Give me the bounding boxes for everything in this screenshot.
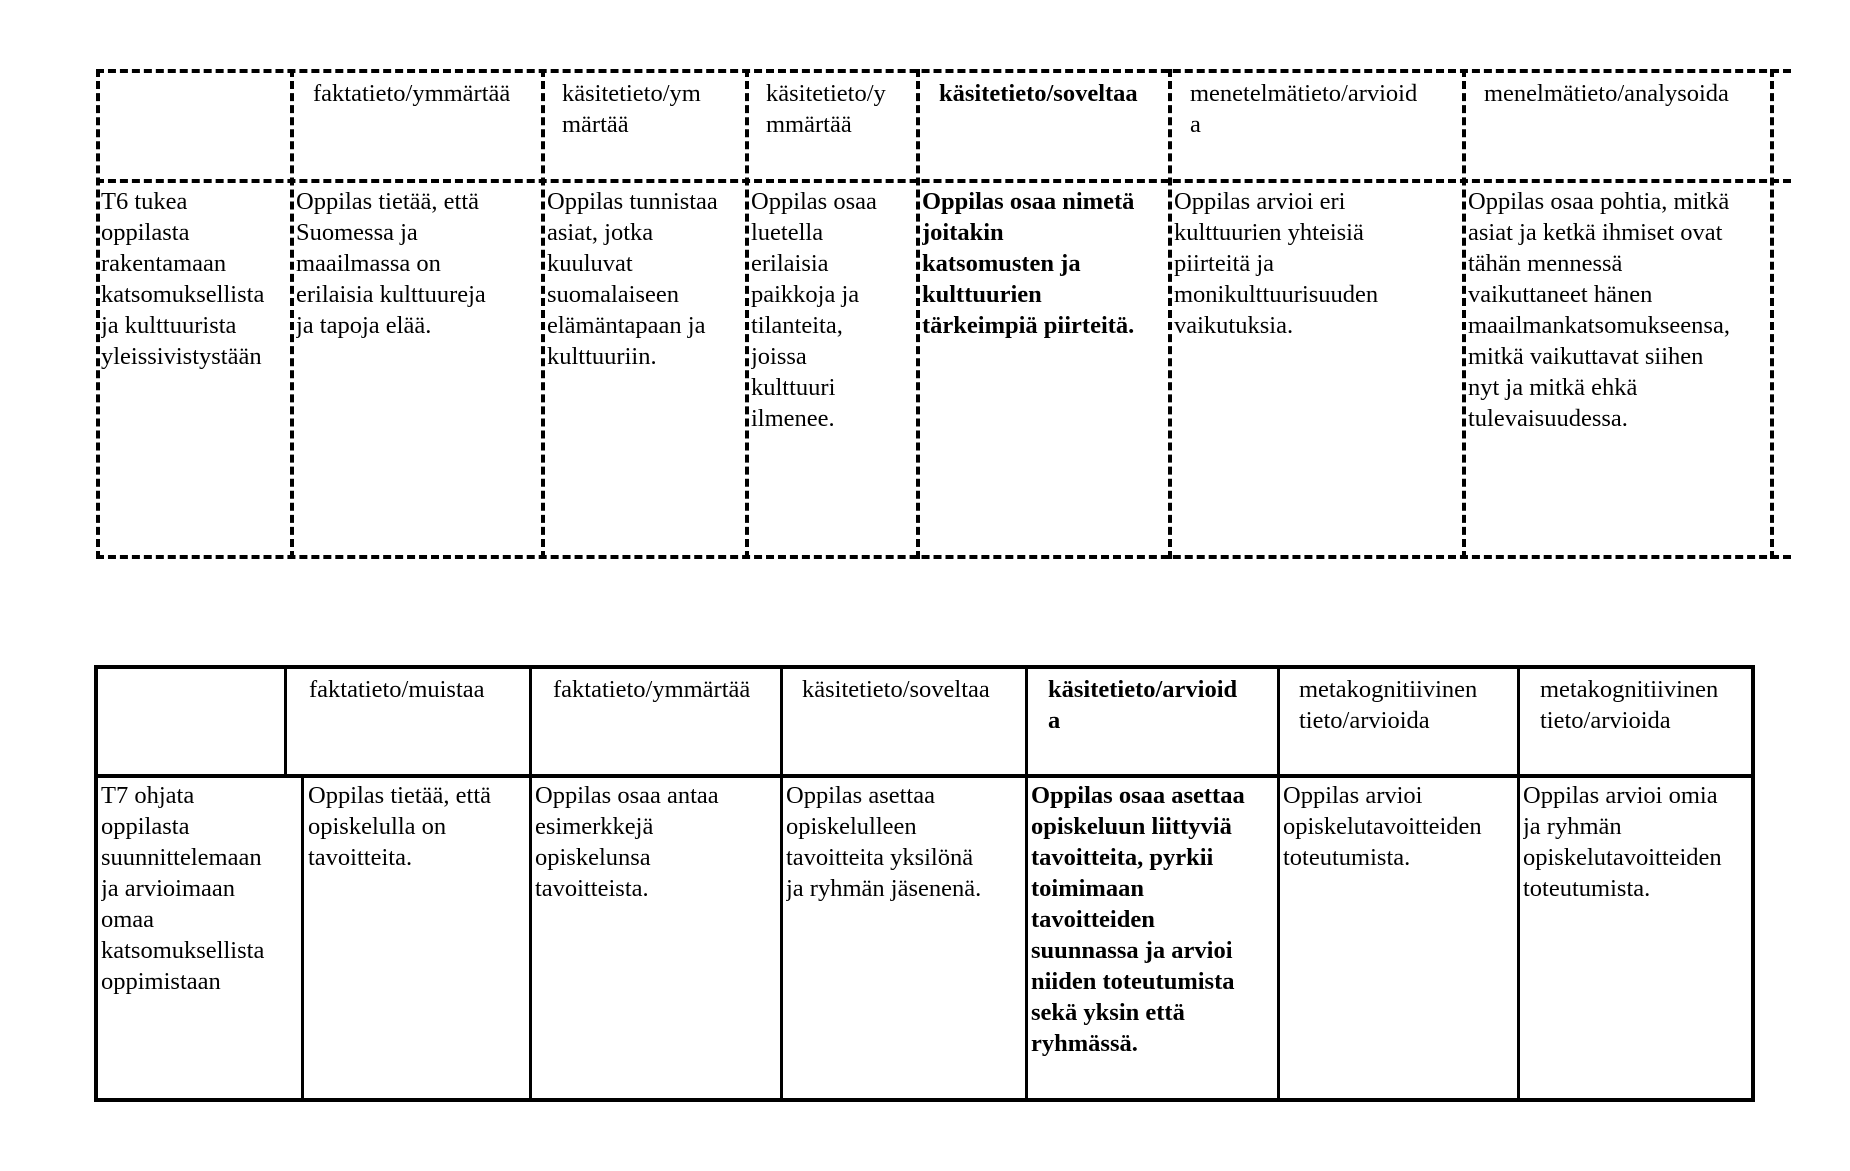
table-t7-header-cell (101, 670, 281, 674)
table-t7-header-cell: metakognitiivinen tieto/arvioida (1540, 676, 1719, 734)
table-t6-header-cell: faktatieto/ymmärtää (313, 80, 511, 107)
table-t7-body-cell: Oppilas arvioi opiskelutavoitteiden toteutumista. (1283, 782, 1482, 871)
table-t7-col-line (1517, 665, 1520, 1102)
table-t7-col-line (284, 665, 287, 776)
table-t6-col-line (1770, 69, 1774, 559)
table-t7-col-line (94, 665, 98, 1102)
table-t6-body-cell: Oppilas arvioi eri kulttuurien yhteisiä piirteitä ja monikulttuurisuuden vaikutuksia. (1174, 188, 1379, 339)
table-t7-col-line (780, 665, 783, 1102)
table-t6-header-cell: käsitetieto/y mmärtää (766, 80, 886, 138)
table-t7-border-top (94, 665, 1755, 669)
table-t6-body-cell: Oppilas osaa luetella erilaisia paikkoja ja tilanteita, joissa kulttuuri ilmenee. (751, 188, 877, 432)
table-t7-header-cell: faktatieto/muistaa (309, 676, 485, 703)
table-t7-body-cell: Oppilas asettaa opiskelulleen tavoitteita yksilönä ja ryhmän jäsenenä. (786, 782, 982, 902)
table-t7-col-line (529, 665, 532, 1102)
table-t7-body-cell: Oppilas osaa antaa esimerkkejä opiskelunsa tavoitteista. (535, 782, 719, 902)
table-t7-body-cell: Oppilas osaa asettaa opiskeluun liittyviä tavoitteita, pyrkii toimimaan tavoitteiden suunnassa ja arvioi niiden toteutumista sekä yksin että ryhmässä. (1031, 782, 1245, 1057)
table-t7-header-cell: käsitetieto/soveltaa (802, 676, 990, 703)
table-t7-col-line (1025, 665, 1028, 1102)
table-t6-col-line (96, 69, 100, 559)
table-t7-header-cell: metakognitiivinen tieto/arvioida (1299, 676, 1478, 734)
table-t6-header-cell: menelmätieto/analysoida (1484, 80, 1729, 107)
table-t6-header-cell: menetelmätieto/arvioid a (1190, 80, 1418, 138)
table-t6-body-cell: Oppilas tunnistaa asiat, jotka kuuluvat suomalaiseen elämäntapaan ja kulttuuriin. (547, 188, 718, 370)
table-t6-border-bottom (96, 555, 1791, 559)
table-t7-header-cell: käsitetieto/arvioid a (1048, 676, 1238, 734)
table-t6-body-cell: Oppilas osaa nimetä joitakin katsomusten ja kulttuurien tärkeimpiä piirteitä. (922, 188, 1135, 339)
table-t6-body-cell: Oppilas tietää, että Suomessa ja maailmassa on erilaisia kulttuureja ja tapoja elää. (296, 188, 486, 339)
table-t7-col-line (1751, 665, 1755, 1102)
table-t7-border-mid (94, 774, 1755, 778)
table-t6-header-cell (103, 74, 288, 78)
table-t7-body-cell: Oppilas arvioi omia ja ryhmän opiskelutavoitteiden toteutumista. (1523, 782, 1722, 902)
table-t6-border-mid (96, 179, 1791, 183)
table-t6-header-cell: käsitetieto/soveltaa (939, 80, 1138, 107)
table-t6-body-cell: T6 tukea oppilasta rakentamaan katsomuksellista ja kulttuurista yleissivistystään (101, 188, 265, 370)
table-t7-border-bottom (94, 1098, 1755, 1102)
table-t6-header-cell: käsitetieto/ym märtää (562, 80, 701, 138)
table-t7-header-cell: faktatieto/ymmärtää (553, 676, 751, 703)
table-t7-body-cell: Oppilas tietää, että opiskelulla on tavoitteita. (308, 782, 491, 871)
table-t6-border-top (96, 69, 1791, 73)
table-t7-body-cell: T7 ohjata oppilasta suunnittelemaan ja arvioimaan omaa katsomuksellista oppimistaan (101, 782, 265, 995)
table-t7-col-line (301, 776, 304, 1101)
table-t7-col-line (1277, 665, 1280, 1102)
table-t6-body-cell: Oppilas osaa pohtia, mitkä asiat ja ketkä ihmiset ovat tähän mennessä vaikuttaneet hänen maailmankatsomukseensa, mitkä vaikuttavat siihen nyt ja mitkä ehkä tulevaisuudessa. (1468, 188, 1730, 432)
